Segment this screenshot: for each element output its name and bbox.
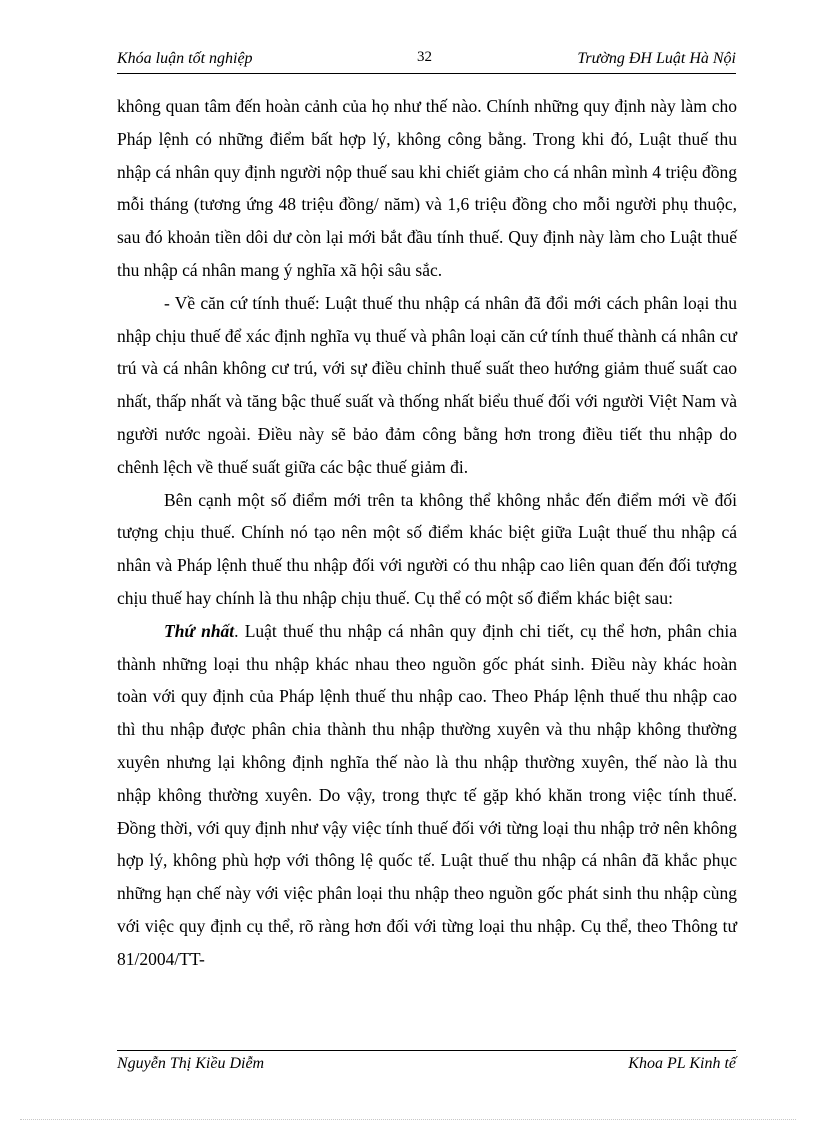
page-bottom-edge: [20, 1119, 796, 1120]
header-thesis-title: Khóa luận tốt nghiệp: [117, 50, 253, 67]
header-divider: [117, 73, 736, 74]
paragraph-2: - Về căn cứ tính thuế: Luật thuế thu nhập cá nhân đã đổi mới cách phân loại thu nhập chịu thuế để xác định nghĩa vụ thuế và phân loại căn cứ tính thuế thành cá nhân cư trú và cá nhân không cư trú, với sự điều chỉnh thuế suất theo hướng giảm thuế suất cao nhất, thấp nhất và tăng bậc thuế suất và thống nhất biểu thuế đối với người Việt Nam và người nước ngoài. Điều này sẽ bảo đảm công bằng hơn trong điều tiết thu nhập do chênh lệch về thuế suất giữa các bậc thuế giảm đi.: [117, 292, 737, 477]
footer-author: Nguyễn Thị Kiều Diễm: [117, 1055, 265, 1072]
footer-faculty: Khoa PL Kinh tế: [628, 1055, 736, 1072]
paragraph-1: không quan tâm đến hoàn cảnh của họ như thế nào. Chính những quy định này làm cho Pháp lệnh có những điểm bất hợp lý, không công bằng. Trong khi đó, Luật thuế thu nhập cá nhân quy định người nộp thuế sau khi chiết giảm cho cá nhân mình 4 triệu đồng mỗi tháng (tương ứng 48 triệu đồng/ năm) và 1,6 triệu đồng cho mỗi người phụ thuộc, sau đó khoản tiền dôi dư còn lại mới bắt đầu tính thuế. Quy định này làm cho Luật thuế thu nhập cá nhân mang ý nghĩa xã hội sâu sắc.: [117, 96, 737, 280]
document-body: [117, 90, 737, 976]
page-footer: [117, 1055, 736, 1077]
page-header: [117, 50, 736, 72]
header-university: Trường ĐH Luật Hà Nội: [577, 50, 736, 67]
paragraph-4-text: . Luật thuế thu nhập cá nhân quy định chi tiết, cụ thể hơn, phân chia thành những loại thu nhập khác nhau theo nguồn gốc phát sinh. Điều này khác hoàn toàn với quy định của Pháp lệnh thuế thu nhập cao. Theo Pháp lệnh thuế thu nhập cao thì thu nhập được phân chia thành thu nhập thường xuyên và thu nhập không thường xuyên nhưng lại không định nghĩa thế nào là thu nhập thường xuyên, thế nào là thu nhập không thường xuyên. Do vậy, trong thực tế gặp khó khăn trong việc tính thuế. Đồng thời, với quy định như vậy việc tính thuế đối với từng loại thu nhập trở nên không hợp lý, không phù hợp với thông lệ quốc tế. Luật thuế thu nhập cá nhân đã khắc phục những hạn chế này với việc phân loại thu nhập theo nguồn gốc phát sinh thu nhập cùng với việc quy định cụ thể, rõ ràng hơn đối với từng loại thu nhập. Cụ thể, theo Thông tư 81/2004/TT-: [117, 620, 738, 969]
page-number: 32: [417, 49, 432, 65]
paragraph-4-label: Thứ nhất: [164, 620, 235, 641]
paragraph-4: [117, 615, 737, 976]
paragraph-3: Bên cạnh một số điểm mới trên ta không thể không nhắc đến điểm mới về đối tượng chịu thuế. Chính nó tạo nên một số điểm khác biệt giữa Luật thuế thu nhập cá nhân và Pháp lệnh thuế thu nhập đối với người có thu nhập cao liên quan đến đối tượng chịu thuế hay chính là thu nhập chịu thuế. Cụ thể có một số điểm khác biệt sau:: [117, 489, 737, 608]
footer-divider: [117, 1050, 736, 1051]
